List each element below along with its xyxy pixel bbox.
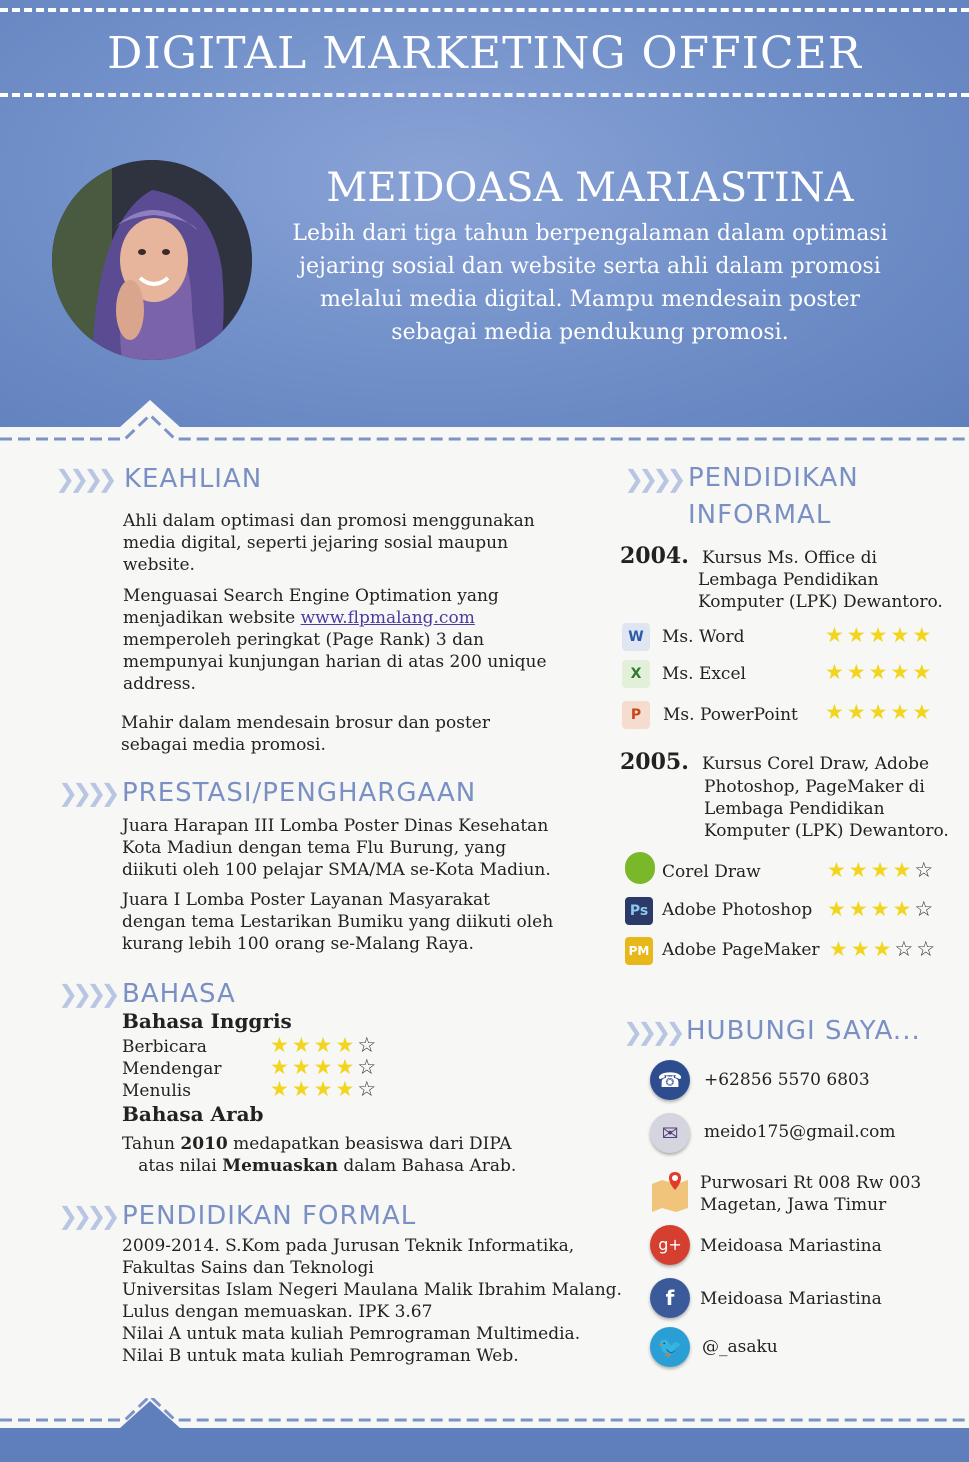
- profile-summary: Lebih dari tiga tahun berpengalaman dalam optimasi jejaring sosial dan website serta ahli dalam promosi melalui media digital. Mampu mendesain poster sebagai media pendukung promosi.: [292, 221, 888, 345]
- star-filled-icon: ★: [846, 623, 869, 647]
- star-filled-icon: ★: [313, 1033, 336, 1057]
- star-filled-icon: ★: [313, 1055, 336, 1079]
- arab-c: atas nilai: [138, 1156, 217, 1176]
- skill-label: Adobe Photoshop: [662, 900, 813, 920]
- star-filled-icon: ★: [846, 700, 869, 724]
- course-desc: Komputer (LPK) Dewantoro.: [704, 821, 949, 841]
- contact-address-1: Purwosari Rt 008 Rw 003: [700, 1173, 922, 1193]
- star-filled-icon: ★: [890, 700, 913, 724]
- star-filled-icon: ★: [335, 1055, 358, 1079]
- star-filled-icon: ★: [270, 1033, 292, 1057]
- profile-photo: [52, 160, 252, 360]
- star-filled-icon: ★: [870, 897, 893, 921]
- star-empty-icon: ☆: [914, 897, 937, 921]
- corel-draw-icon: [625, 852, 655, 884]
- star-filled-icon: ★: [335, 1033, 358, 1057]
- twitter-icon[interactable]: 🐦: [650, 1327, 690, 1367]
- contact-phone[interactable]: +62856 5570 6803: [704, 1070, 870, 1090]
- arab-b: medapatkan beasiswa dari DIPA: [233, 1134, 512, 1154]
- arab-year: 2010: [180, 1134, 228, 1154]
- page-title: DIGITAL MARKETING OFFICER: [107, 28, 862, 79]
- star-filled-icon: ★: [870, 858, 893, 882]
- star-filled-icon: ★: [892, 858, 915, 882]
- star-filled-icon: ★: [270, 1055, 292, 1079]
- email-icon: ✉: [650, 1113, 690, 1153]
- star-empty-icon: ☆: [357, 1033, 380, 1057]
- language-arabic: Bahasa Arab: [122, 1102, 264, 1126]
- star-filled-icon: ★: [825, 660, 847, 684]
- keahlian-p1: Ahli dalam optimasi dan promosi menggunakan media digital, seperti jejaring sosial maupun website.: [123, 511, 535, 575]
- formal-line: 2009-2014. S.Kom pada Jurusan Teknik Informatika,: [122, 1236, 575, 1256]
- star-filled-icon: ★: [872, 937, 895, 961]
- prestasi-p2: Juara I Lomba Poster Layanan Masyarakat dengan tema Lestarikan Bumiku yang diikuti oleh kurang lebih 100 orang se-Malang Raya.: [122, 890, 554, 954]
- rating-stars: [825, 700, 934, 724]
- course-year: 2004.: [620, 543, 689, 569]
- photoshop-icon: Ps: [625, 897, 653, 925]
- contact-facebook[interactable]: Meidoasa Mariastina: [700, 1289, 882, 1309]
- skill-label: Corel Draw: [662, 862, 761, 882]
- formal-line: Universitas Islam Negeri Maulana Malik Ibrahim Malang.: [122, 1280, 622, 1300]
- chevron-decoration-icon: ❯❯❯❯: [58, 779, 115, 807]
- star-filled-icon: ★: [291, 1033, 314, 1057]
- rating-stars: [825, 660, 934, 684]
- facebook-icon[interactable]: f: [650, 1278, 690, 1318]
- star-filled-icon: ★: [291, 1055, 314, 1079]
- arab-grade: Memuaskan: [222, 1156, 338, 1176]
- header-divider: [0, 395, 969, 455]
- skill-label: Ms. Word: [662, 627, 745, 647]
- section-heading-bahasa: BAHASA: [122, 979, 236, 1009]
- star-filled-icon: ★: [829, 937, 851, 961]
- formal-line: Lulus dengan memuaskan. IPK 3.67: [122, 1302, 433, 1322]
- section-heading-prestasi: PRESTASI/PENGHARGAAN: [122, 778, 477, 808]
- star-filled-icon: ★: [827, 858, 849, 882]
- formal-line: Nilai A untuk mata kuliah Pemrograman Multimedia.: [122, 1324, 581, 1344]
- course-desc: Kursus Ms. Office di: [702, 548, 877, 568]
- section-heading-informal-1: PENDIDIKAN: [688, 463, 859, 493]
- keahlian-p2-b: memperoleh peringkat (Page Rank) 3 dan mempunyai kunjungan harian di atas 200 unique address.: [123, 630, 547, 694]
- person-name: MEIDOASA MARIASTINA: [326, 165, 854, 211]
- section-heading-formal: PENDIDIKAN FORMAL: [122, 1201, 417, 1231]
- keahlian-p2: [123, 585, 553, 695]
- contact-gplus[interactable]: Meidoasa Mariastina: [700, 1236, 882, 1256]
- chevron-decoration-icon: ❯❯❯❯: [58, 1202, 115, 1230]
- course-desc: Lembaga Pendidikan: [698, 570, 879, 590]
- star-filled-icon: ★: [868, 623, 891, 647]
- ms-powerpoint-icon: P: [622, 701, 650, 729]
- arabic-description: [122, 1133, 562, 1177]
- star-filled-icon: ★: [848, 897, 871, 921]
- formal-line: Nilai B untuk mata kuliah Pemrograman Web.: [122, 1346, 519, 1366]
- section-heading-informal-2: INFORMAL: [688, 500, 832, 530]
- pagemaker-icon: PM: [625, 937, 653, 965]
- arab-a: Tahun: [122, 1134, 176, 1154]
- phone-icon: ☎: [650, 1060, 690, 1100]
- star-filled-icon: ★: [846, 660, 869, 684]
- star-empty-icon: ☆: [914, 858, 937, 882]
- ms-word-icon: W: [622, 623, 650, 651]
- rating-stars: [827, 897, 936, 921]
- contact-twitter[interactable]: @_asaku: [702, 1337, 778, 1357]
- star-filled-icon: ★: [850, 937, 873, 961]
- chevron-decoration-icon: ❯❯❯❯: [58, 980, 115, 1008]
- language-english: Bahasa Inggris: [122, 1009, 292, 1033]
- skill-label: Ms. Excel: [662, 664, 746, 684]
- course-desc: Komputer (LPK) Dewantoro.: [698, 592, 943, 612]
- chevron-decoration-icon: ❯❯❯❯: [624, 465, 681, 493]
- star-filled-icon: ★: [335, 1077, 358, 1101]
- course-desc: Kursus Corel Draw, Adobe: [702, 754, 930, 774]
- section-heading-keahlian: KEAHLIAN: [124, 464, 263, 494]
- skill-label: Adobe PageMaker: [662, 940, 820, 960]
- star-filled-icon: ★: [890, 660, 913, 684]
- star-empty-icon: ☆: [357, 1077, 380, 1101]
- header-dash-bottom: [0, 93, 969, 97]
- star-filled-icon: ★: [868, 660, 891, 684]
- google-plus-icon[interactable]: g+: [650, 1225, 690, 1265]
- contact-address-2: Magetan, Jawa Timur: [700, 1195, 887, 1215]
- course-desc: Photoshop, PageMaker di: [704, 777, 925, 797]
- star-filled-icon: ★: [291, 1077, 314, 1101]
- rating-stars: [829, 937, 938, 961]
- website-link[interactable]: www.flpmalang.com: [300, 608, 475, 628]
- rating-stars: [270, 1033, 379, 1057]
- star-empty-icon: ☆: [894, 937, 917, 961]
- skill-label: Menulis: [122, 1081, 191, 1101]
- rating-stars: [827, 858, 936, 882]
- map-icon: [650, 1170, 690, 1212]
- chevron-decoration-icon: ❯❯❯❯: [55, 465, 112, 493]
- arab-d: dalam Bahasa Arab.: [343, 1156, 517, 1176]
- skill-label: Ms. PowerPoint: [663, 705, 798, 725]
- star-filled-icon: ★: [868, 700, 891, 724]
- star-filled-icon: ★: [912, 700, 935, 724]
- rating-stars: [270, 1055, 379, 1079]
- keahlian-p2-a: Menguasai Search Engine Optimation yang menjadikan website: [123, 586, 499, 628]
- skill-label: Berbicara: [122, 1037, 207, 1057]
- header-dash-top: [0, 8, 969, 12]
- star-filled-icon: ★: [848, 858, 871, 882]
- course-desc: Lembaga Pendidikan: [704, 799, 885, 819]
- star-filled-icon: ★: [313, 1077, 336, 1101]
- star-empty-icon: ☆: [357, 1055, 380, 1079]
- course-year: 2005.: [620, 749, 689, 775]
- prestasi-p1: Juara Harapan III Lomba Poster Dinas Kesehatan Kota Madiun dengan tema Flu Burung, yang diikuti oleh 100 pelajar SMA/MA se-Kota Madiun.: [122, 816, 551, 880]
- skill-label: Mendengar: [122, 1059, 222, 1079]
- ms-excel-icon: X: [622, 660, 650, 688]
- star-filled-icon: ★: [912, 623, 935, 647]
- contact-email[interactable]: meido175@gmail.com: [704, 1122, 896, 1142]
- star-filled-icon: ★: [827, 897, 849, 921]
- star-filled-icon: ★: [270, 1077, 292, 1101]
- keahlian-p3: Mahir dalam mendesain brosur dan poster sebagai media promosi.: [121, 713, 490, 755]
- footer-divider: [0, 1398, 969, 1462]
- formal-line: Fakultas Sains dan Teknologi: [122, 1258, 374, 1278]
- star-empty-icon: ☆: [916, 937, 939, 961]
- section-heading-kontak: HUBUNGI SAYA...: [686, 1016, 921, 1046]
- rating-stars: [270, 1077, 379, 1101]
- chevron-decoration-icon: ❯❯❯❯: [623, 1018, 680, 1046]
- star-filled-icon: ★: [825, 700, 847, 724]
- star-filled-icon: ★: [892, 897, 915, 921]
- star-filled-icon: ★: [825, 623, 847, 647]
- star-filled-icon: ★: [890, 623, 913, 647]
- star-filled-icon: ★: [912, 660, 935, 684]
- rating-stars: [825, 623, 934, 647]
